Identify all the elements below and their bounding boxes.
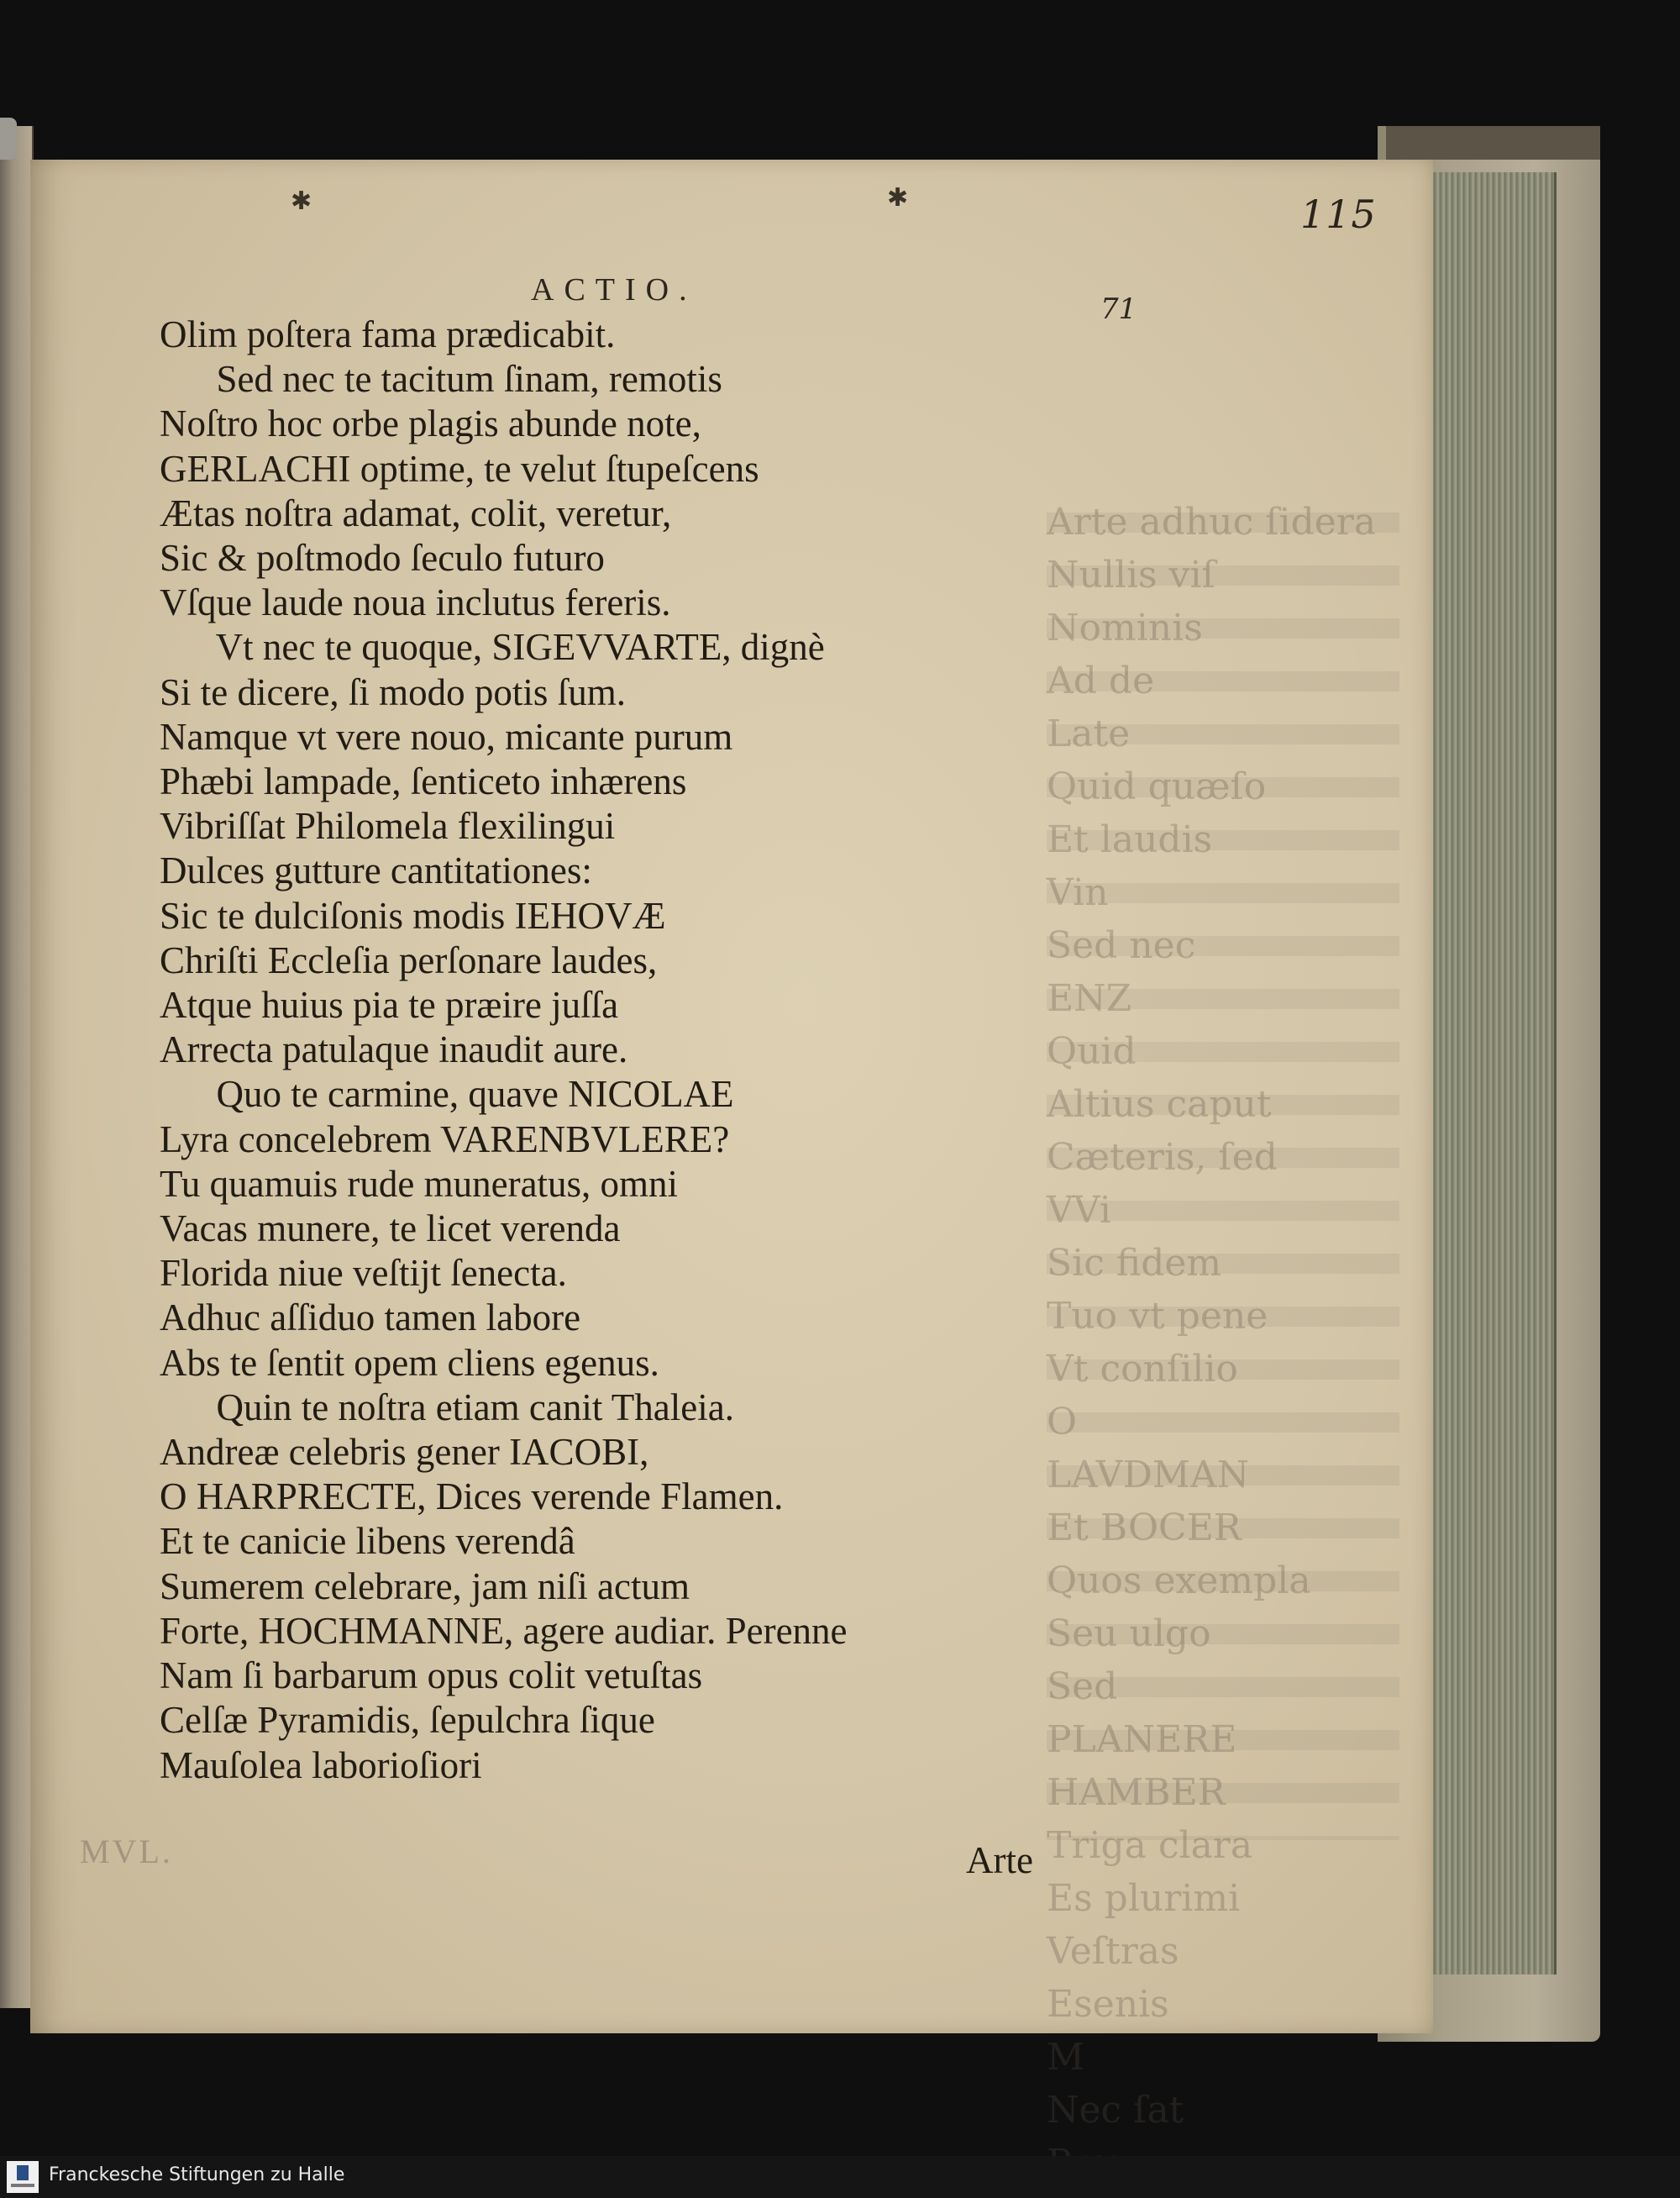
folio-number: 115: [1300, 192, 1377, 237]
spine-tab: [0, 118, 17, 160]
poem-line: Vibriſſat Philomela flexilingui: [160, 805, 616, 848]
poem-line: Et te canicie libens verendâ: [160, 1520, 575, 1563]
institution-name: Franckesche Stiftungen zu Halle: [49, 2164, 345, 2185]
poem-line: Olim poſtera fama prædicabit.: [160, 313, 616, 355]
poem-line: Adhuc aſſiduo tamen labore: [160, 1296, 581, 1339]
poem-line: Tu quamuis rude muneratus, omni: [160, 1162, 679, 1205]
poem-line: Arrecta patulaque inaudit aure.: [160, 1028, 628, 1071]
poem-line: Sic te dulciſonis modis IEHOVÆ: [160, 894, 666, 937]
poem-line: Abs te ſentit opem cliens egenus.: [160, 1341, 659, 1384]
previous-page-edge: [0, 126, 34, 2008]
poem-line: Ætas noſtra adamat, colit, veretur,: [160, 492, 672, 534]
poem-line: Vacas munere, te licet verenda: [160, 1207, 621, 1250]
poem-line: Sic & poſtmodo ſeculo futuro: [160, 537, 605, 580]
page-number: 71: [1100, 292, 1137, 326]
poem-line: Sed nec te tacitum ſinam, remotis: [160, 358, 722, 401]
catchword: Arte: [966, 1839, 1033, 1881]
poem-line: Mauſolea laborioſiori: [160, 1743, 482, 1786]
page-block-edges: [1428, 172, 1557, 1975]
poem-line: Quo te carmine, quave NICOLAE: [160, 1073, 734, 1116]
ornament-mark: ✱: [291, 187, 312, 216]
poem-line: Forte, HOCHMANNE, agere audiar. Perenne: [160, 1609, 848, 1652]
poem-line: Si te dicere, ſi modo potis ſum.: [160, 670, 626, 713]
poem-line: Nam ſi barbarum opus colit vetuſtas: [160, 1654, 703, 1697]
running-head: ACTIO.: [531, 272, 697, 308]
poem-line: Vt nec te quoque, SIGEVVARTE, dignè: [160, 626, 825, 669]
poem-line: Lyra concelebrem VARENBVLERE?: [160, 1117, 730, 1160]
poem-line: Vſque laude noua inclutus fereris.: [160, 581, 671, 624]
institution-logo-icon: [7, 2161, 39, 2193]
poem-line: Phæbi lampade, ſenticeto inhærens: [160, 760, 687, 803]
bleed-through-text: Arte adhuc ſidera Nullis viſ Nominis Ad de Late Quid quæſo Et laudis Vin Sed nec ENZ Quid Altius caput Cæteris, ſed VVi Sic fidem Tuo vt pene Vt conſilio O LAVDMAN Et BOCER Quos exempla Seu ulgo Sed PLANERE HAMBER Triga clara Es plurimi Veſtras Esenis M Nec ſat: [1047, 496, 1399, 1840]
poem-line: Andreæ celebris gener IACOBI,: [160, 1431, 649, 1474]
poem-line: Chriſti Eccleſia perſonare laudes,: [160, 939, 658, 981]
poem-line: Dulces gutture cantitationes:: [160, 849, 592, 892]
footer-bar: [0, 2156, 1680, 2198]
ornament-mark: ✱: [887, 183, 909, 213]
poem-text: [160, 313, 1050, 1788]
book-board-top-edge: [1386, 126, 1600, 160]
poem-line: Noſtro hoc orbe plagis abunde note,: [160, 402, 701, 445]
poem-line: Sumerem celebrare, jam niſi actum: [160, 1564, 690, 1607]
poem-line: Namque vt vere nouo, micante purum: [160, 715, 733, 758]
poem-line: Quin te noſtra etiam canit Thaleia.: [160, 1386, 734, 1428]
poem-line: Atque huius pia te præire juſſa: [160, 984, 619, 1027]
poem-line: GERLACHI optime, te velut ſtupeſcens: [160, 447, 759, 490]
poem-line: O HARPRECTE, Dices verende Flamen.: [160, 1475, 784, 1518]
poem-line: Celſæ Pyramidis, ſepulchra ſique: [160, 1699, 655, 1742]
poem-line: Florida niue veſtijt ſenecta.: [160, 1252, 567, 1295]
offset-signature: MVL.: [80, 1833, 173, 1870]
